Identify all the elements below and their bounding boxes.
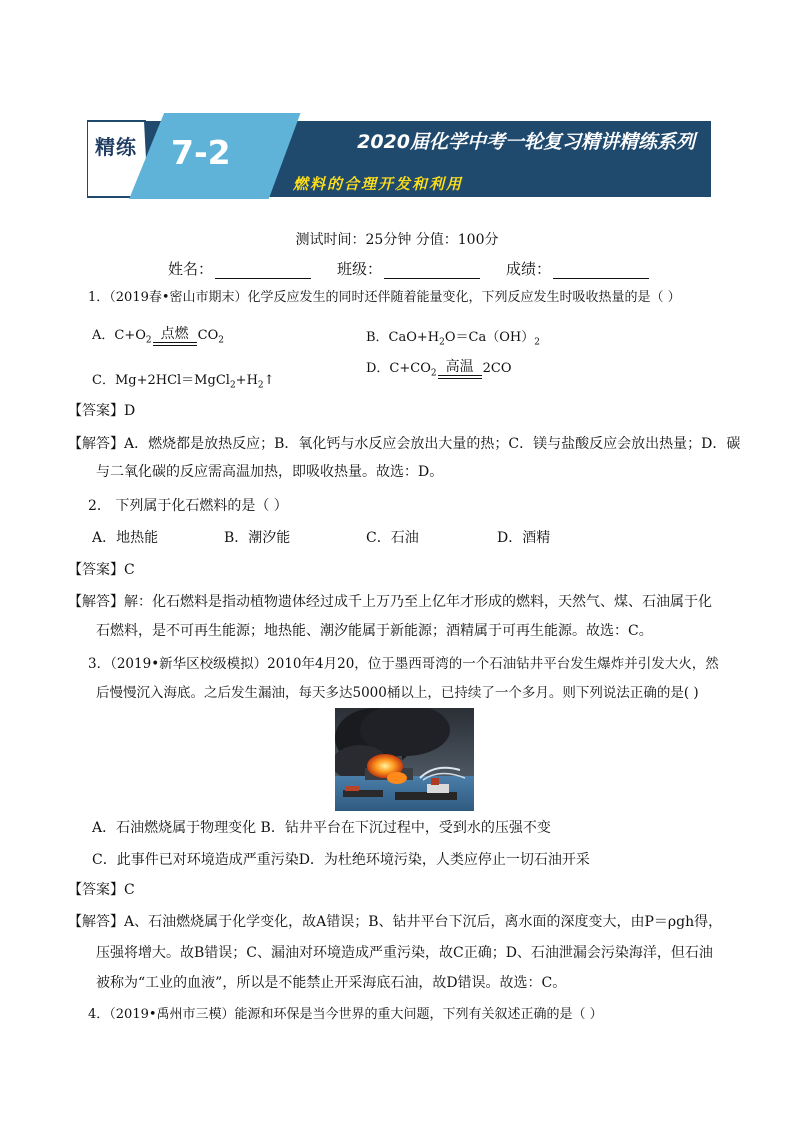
series-tag: 精练 [95,135,137,159]
q3-explanation-line1: 【解答】A、石油燃烧属于化学变化，故A错误；B、钻井平台下沉后，离水面的深度变大，由P＝ρgh得， [68,914,723,930]
q2-stem: 2． 下列属于化石燃料的是（ ） [88,498,288,514]
q1-explanation-line2: 与二氧化碳的反应需高温加热，即吸收热量。故选：D。 [96,464,444,480]
q2-explanation-line1: 【解答】解：化石燃料是指动植物遗体经过成千上万乃至上亿年才形成的燃料，天然气、煤、石油属于化 [68,594,712,610]
q3-stem-line2: 后慢慢沉入海底。之后发生漏油，每天多达5000桶以上，已持续了一个多月。则下列说法正确的是( ) [96,685,699,701]
banner-subtitle: 燃料的合理开发和利用 [293,175,464,193]
score-blank[interactable] [553,264,649,279]
q2-explanation-line2: 石燃料，是不可再生能源；地热能、潮汐能属于新能源；酒精属于可再生能源。故选：C。 [96,623,653,639]
score-field[interactable] [506,258,649,279]
q2-answer: 【答案】C [68,562,135,578]
q1-option-d: D．$C+CO_2$ 高温 2CO [366,358,512,379]
q1-option-a: A．$C+O_2$ 点燃 $CO_2$ [92,325,224,346]
q2-option-b: B．潮汐能 [224,530,291,546]
q1-option-c: C．$Mg+2HCl=MgCl_2+H_2↑$ [92,373,275,391]
q3-options-ab: A．石油燃烧属于物理变化 B．钻井平台在下沉过程中，受到水的压强不变 [92,820,551,836]
name-blank[interactable] [215,264,311,279]
name-field[interactable] [168,258,311,279]
q3-explanation-line3: 被称为“工业的血液”，所以是不能禁止开采海底石油，故D错误。故选：C。 [96,975,567,991]
q1-option-b: B．$CaO+H_2O=Ca(OH)_2$ [366,330,540,348]
q1-explanation-line1: 【解答】A．燃烧都是放热反应；B．氧化钙与水反应会放出大量的热；C．镁与盐酸反应会放出热量；D．碳 [68,436,741,452]
test-time-score: 测试时间：25分钟 分值：100分 [295,232,499,248]
q2-option-c: C．石油 [366,530,419,546]
q2-option-a: A．地热能 [92,530,159,546]
name-label: 姓名： [168,260,214,278]
header-banner [87,113,711,199]
score-label: 成绩： [506,260,552,278]
q3-stem-line1: 3．（2019•新华区校级模拟）2010年4月20，位于墨西哥湾的一个石油钻井平台发生爆炸并引发大火，然 [88,656,719,672]
student-info-row [168,258,667,279]
banner-title: 2020届化学中考一轮复习精讲精练系列 [357,131,695,153]
class-label: 班级： [337,260,383,278]
q3-explanation-line2: 压强将增大。故B错误；C、漏油对环境造成严重污染，故C正确；D、石油泄漏会污染海洋，但石油 [96,945,713,961]
q3-answer: 【答案】C [68,882,135,898]
q4-stem: 4．（2019•禹州市三模）能源和环保是当今世界的重大问题，下列有关叙述正确的是（ ） [88,1007,603,1022]
q1-stem: 1．（2019春•密山市期末）化学反应发生的同时还伴随着能量变化，下列反应发生时吸收热量的是（ ） [88,290,681,305]
q1-answer: 【答案】D [68,403,136,419]
q2-option-d: D．酒精 [497,530,551,546]
class-field[interactable] [337,258,480,279]
lesson-code: 7-2 [171,133,231,172]
oil-platform-fire-photo [335,708,474,811]
class-blank[interactable] [384,264,480,279]
q3-options-cd: C．此事件已对环境造成严重污染D．为杜绝环境污染，人类应停止一切石油开采 [92,852,590,868]
